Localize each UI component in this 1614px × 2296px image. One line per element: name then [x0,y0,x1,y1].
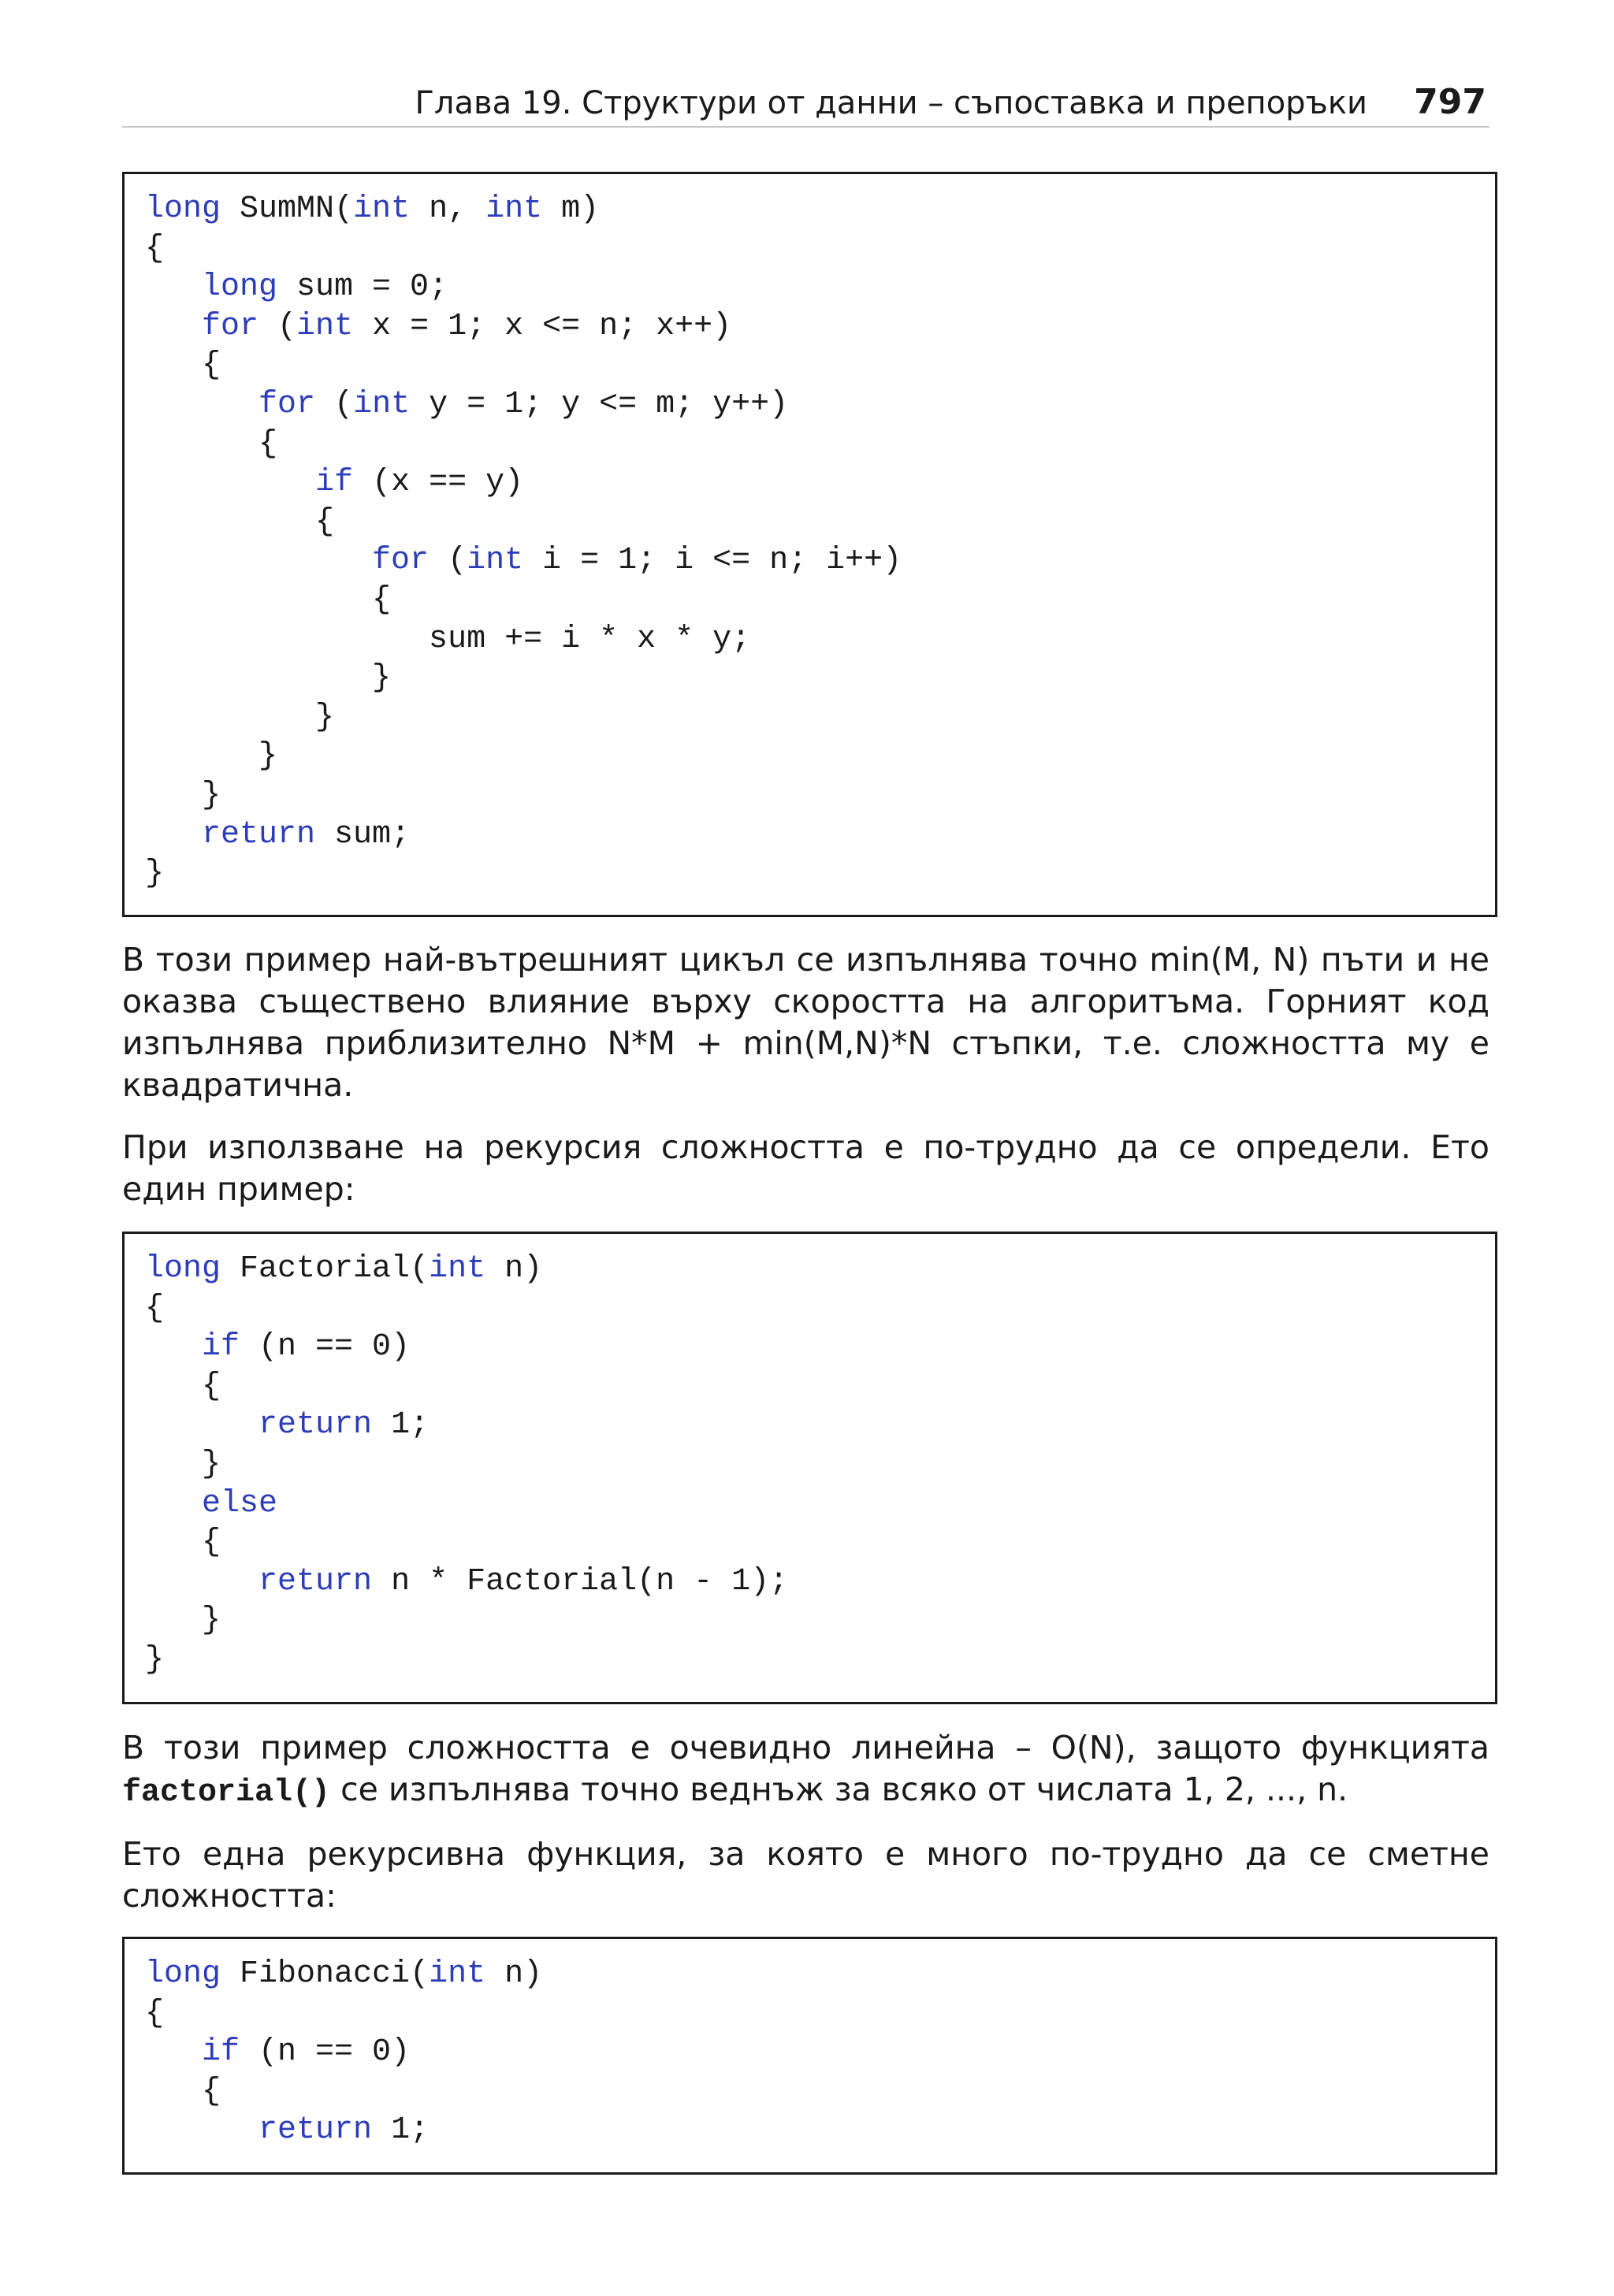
code-text: } [145,738,278,775]
code-text: sum; [315,816,411,853]
code-text: SumMN( [221,191,354,227]
code-keyword: return [258,1407,373,1443]
code-line [145,190,1495,229]
code-text [145,2034,202,2070]
code-block-factorial [122,1232,1497,1704]
code-text: (n == 0) [240,1329,411,1365]
code-text: m) [542,191,600,227]
code-keyword: long [145,1956,221,1992]
code-keyword: return [202,816,316,853]
code-text: ( [315,386,354,422]
code-line [145,581,1495,620]
code-keyword: if [202,1329,240,1365]
code-text: i = 1; i <= n; i++) [523,543,902,579]
code-line [145,1484,1495,1524]
code-text [145,309,202,344]
code-keyword: for [202,308,259,344]
code-text [145,1486,202,1521]
code-block-fibonacci [122,1937,1497,2175]
page-number: 797 [1414,82,1486,122]
code-text: { [145,425,278,462]
code-keyword: int [353,191,411,227]
code-keyword: int [429,1956,486,1992]
code-line [145,268,1495,307]
code-keyword: long [145,191,221,227]
code-text: { [145,230,165,266]
paragraph-factorial-complexity [122,1727,1489,1814]
code-line [145,620,1495,659]
code-text: { [145,581,392,618]
code-text: Factorial( [221,1251,430,1287]
paragraph-text: се изпълнява точно веднъж за всяко от числата 1, 2, ..., n. [330,1770,1348,1808]
code-line [145,463,1495,503]
code-text: } [145,1446,221,1482]
code-line [145,2111,1495,2150]
code-text [145,543,372,578]
code-text [145,1407,258,1443]
running-header [122,79,1489,128]
code-line [145,1289,1495,1328]
code-text: ( [429,543,467,579]
code-keyword: int [467,543,524,579]
code-text: n) [485,1251,543,1287]
code-keyword: return [258,1563,373,1599]
code-text: { [145,1995,165,2031]
code-keyword: int [429,1251,486,1287]
code-line [145,698,1495,737]
code-listing [145,1250,1495,1680]
code-line [145,229,1495,269]
code-line [145,1250,1495,1289]
paragraph-recursion-intro: При използване на рекурсия сложността е по-трудно да се определи. Ето един пример: [122,1128,1489,1208]
code-keyword: if [202,2034,240,2071]
code-line [145,1406,1495,1445]
code-line [145,541,1495,581]
code-text [145,817,202,853]
code-text: 1; [372,1407,430,1443]
code-keyword: long [202,269,278,306]
code-text [145,269,202,305]
code-line [145,503,1495,542]
code-line [145,1640,1495,1680]
code-keyword: for [372,543,430,579]
code-text: { [145,2073,221,2109]
code-line [145,307,1495,347]
code-text: Fibonacci( [221,1956,430,1992]
code-line [145,1367,1495,1406]
code-text: } [145,660,392,697]
code-text: n, [410,191,486,227]
code-text: n * Factorial(n - 1); [372,1563,789,1599]
code-text [145,465,315,500]
code-line [145,737,1495,776]
code-keyword: int [353,386,411,422]
code-line [145,1445,1495,1484]
code-text: x = 1; x <= n; x++) [353,308,732,344]
code-text: (n == 0) [240,2034,411,2071]
code-line [145,1994,1495,2034]
code-text: } [145,1641,165,1677]
code-text: 1; [372,2112,430,2149]
code-line [145,2072,1495,2112]
code-text: ( [258,308,297,344]
code-line [145,346,1495,385]
paragraph-fibonacci-intro: Ето една рекурсивна функция, за която е много по-трудно да се сметне сложността: [122,1835,1489,1915]
paragraph-inner-loop: В този пример най-вътрешният цикъл се изпълнява точно min(M, N) пъти и не оказва съществено влияние върху скоростта на алгоритъма. Горният код изпълнява приблизително N*M + min(M,N)*N стъпки, т.е. сложността му е квадратична. [122,941,1489,1104]
code-text: { [145,1290,165,1326]
code-text: sum = 0; [277,269,448,306]
code-listing [145,190,1495,894]
code-line [145,659,1495,698]
code-text [145,387,258,422]
code-line [145,854,1495,894]
code-line [145,815,1495,855]
code-text: { [145,1368,221,1404]
code-text: n) [485,1956,543,1992]
code-text: { [145,347,221,384]
code-text [145,1564,258,1599]
code-line [145,1562,1495,1602]
inline-code: factorial() [122,1775,331,1811]
code-line [145,1523,1495,1562]
code-line [145,776,1495,815]
code-line [145,1601,1495,1640]
code-keyword: for [258,386,316,422]
code-keyword: return [258,2112,373,2149]
code-text [145,1329,202,1365]
code-text: (x == y) [353,465,524,501]
chapter-title: Глава 19. Структури от данни – съпоставка и препоръки [415,85,1367,121]
code-text: sum += i * x * y; [145,621,751,657]
code-text: y = 1; y <= m; y++) [410,386,789,422]
code-text: { [145,1525,221,1561]
code-keyword: int [296,308,354,344]
paragraph-text: В този пример сложността е очевидно линейна – O(N), защото функцията [122,1729,1489,1767]
code-line [145,1328,1495,1367]
code-line [145,1955,1495,1994]
code-text: } [145,1603,221,1639]
code-listing [145,1955,1495,2150]
code-line [145,385,1495,425]
code-text [145,2112,258,2148]
code-text: } [145,856,165,892]
code-line [145,425,1495,464]
code-keyword: int [485,191,543,227]
code-keyword: if [315,465,354,501]
code-keyword: long [145,1251,221,1287]
code-text: { [145,503,335,540]
code-line [145,2033,1495,2072]
code-text: } [145,699,335,735]
code-block-summn [122,172,1497,917]
code-text: } [145,777,221,813]
code-keyword: else [202,1485,278,1521]
